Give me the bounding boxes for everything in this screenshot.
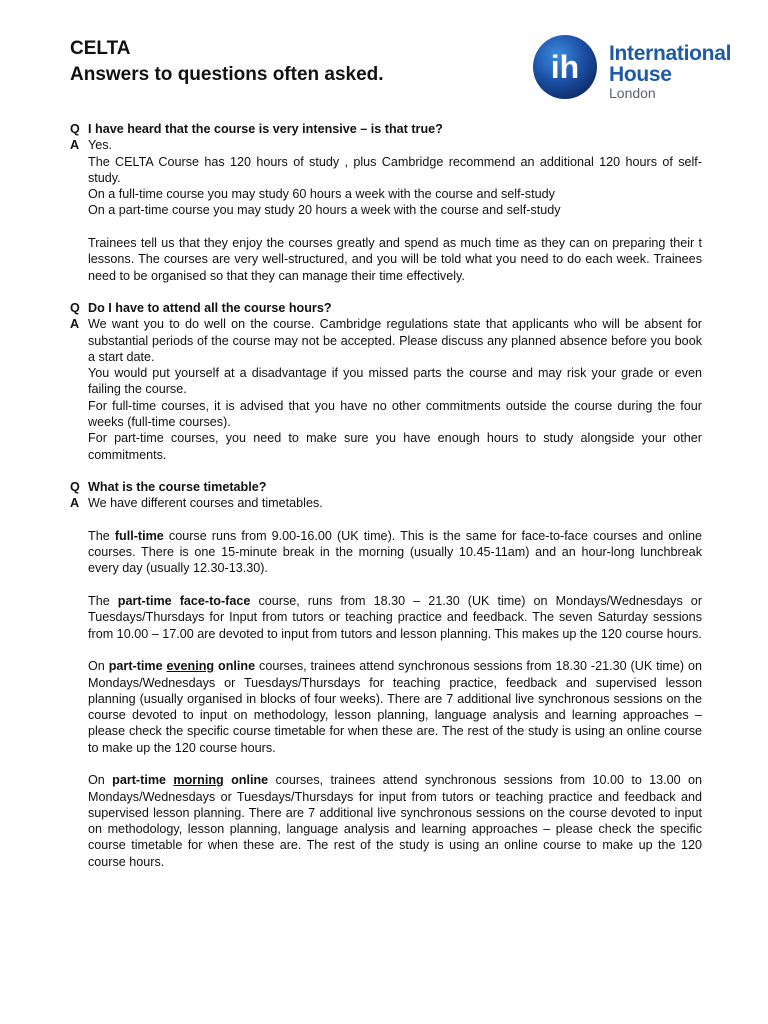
logo-line-2: House xyxy=(609,63,672,86)
answer-paragraph: On a full-time course you may study 60 hours a week with the course and self-study xyxy=(88,187,555,202)
question-label: Q xyxy=(70,300,80,315)
faq-item-attendance xyxy=(70,300,702,463)
question-text: What is the course timetable? xyxy=(88,479,267,494)
part-time-evening-online-paragraph: On part-time evening online courses, trainees attend synchronous sessions from 18.30 -21.30 (UK time) on Mondays/Wednesdays or Tuesdays/Thursdays for teaching practice, feedback and supervised lesson planning (usually organised in blocks of four weeks). There are 7 additional live synchronous sessions on the course devoted to input on methodology, lesson planning, language analysis and learning approaches – please check the specific course timetable for when these are. The rest of the study is using an online course to make up the 120 course hours. xyxy=(88,659,703,755)
answer-paragraph: We want you to do well on the course. Cambridge regulations state that applicants who will be absent for substantial periods of the course may not be accepted. Please discuss any planned absence before you book a start date. xyxy=(88,317,702,364)
logo-line-1: International xyxy=(609,42,732,65)
part-time-face-to-face-paragraph: The part-time face-to-face course, runs from 18.30 – 21.30 (UK time) on Mondays/Wednesdays or Tuesdays/Thursdays for Input from tutors or teaching practice and feedback. The seven Saturday sessions from 10.00 – 17.00 are devoted to input from tutors and lesson planning. This makes up the 120 course hours. xyxy=(88,594,703,641)
question-row xyxy=(70,479,702,495)
answer-paragraph: Yes. xyxy=(88,138,113,153)
answer-paragraph: The CELTA Course has 120 hours of study , plus Cambridge recommend an additional 120 hours of self-study. xyxy=(88,154,702,185)
answer-label: A xyxy=(70,138,80,153)
answer-paragraph: For full-time courses, it is advised that you have no other commitments outside the course during the four weeks (full-time courses). xyxy=(88,398,702,430)
answer-paragraph: Trainees tell us that they enjoy the courses greatly and spend as much time as they can on preparing their t lessons. The courses are very well-structured, and you will be told what you need to do each week. Trainees need to be organised so that they can manage their time effectively. xyxy=(88,236,702,283)
question-text: Do I have to attend all the course hours? xyxy=(88,300,332,315)
answer-row xyxy=(70,495,702,870)
logo-initials: ih xyxy=(550,49,580,85)
page-title: CELTA xyxy=(70,38,131,59)
document-header xyxy=(70,37,384,87)
question-row xyxy=(70,300,702,316)
full-time-paragraph: The full-time course runs from 9.00-16.00 (UK time). This is the same for face-to-face courses and online courses. There is one 15-minute break in the morning (usually 10.45-11am) and an hour-long lunchbreak every day (usually 12.30-13.30). xyxy=(88,528,703,576)
answer-body xyxy=(88,495,702,870)
faq-item-timetable xyxy=(70,479,702,870)
answer-label: A xyxy=(70,496,80,511)
answer-intro: We have different courses and timetables. xyxy=(88,496,323,511)
answer-row xyxy=(70,316,702,463)
answer-row xyxy=(70,137,702,284)
answer-body xyxy=(88,137,702,284)
part-time-morning-online-paragraph: On part-time morning online courses, trainees attend synchronous sessions from 10.00 to 13.00 on Mondays/Wednesdays or Tuesdays/Thursdays for input from tutors or teaching practice and feedback and supervised lesson planning. There are 7 additional live synchronous sessions on the course devoted to input on methodology, lesson planning, language analysis and learning approaches – please check the specific course timetable for when these are. The rest of the study is using an online course to make up the 120 course hours. xyxy=(88,773,703,869)
ih-logo-icon xyxy=(532,34,598,100)
answer-paragraph: For part-time courses, you need to make sure you have enough hours to study alongside your other commitments. xyxy=(88,431,702,462)
question-text: I have heard that the course is very intensive – is that true? xyxy=(88,122,443,136)
question-row xyxy=(70,121,702,137)
international-house-logo xyxy=(532,33,747,103)
question-label: Q xyxy=(70,122,80,136)
faq-item-intensity xyxy=(70,121,702,284)
faq-content xyxy=(70,121,702,886)
question-label: Q xyxy=(70,479,80,494)
answer-body xyxy=(88,316,702,463)
answer-paragraph: You would put yourself at a disadvantage if you missed parts the course and may risk your grade or even failing the course. xyxy=(88,366,702,397)
answer-label: A xyxy=(70,317,80,332)
page-subtitle: Answers to questions often asked. xyxy=(70,64,384,85)
answer-paragraph: On a part-time course you may study 20 hours a week with the course and self-study xyxy=(88,203,561,218)
logo-line-3: London xyxy=(609,85,656,101)
